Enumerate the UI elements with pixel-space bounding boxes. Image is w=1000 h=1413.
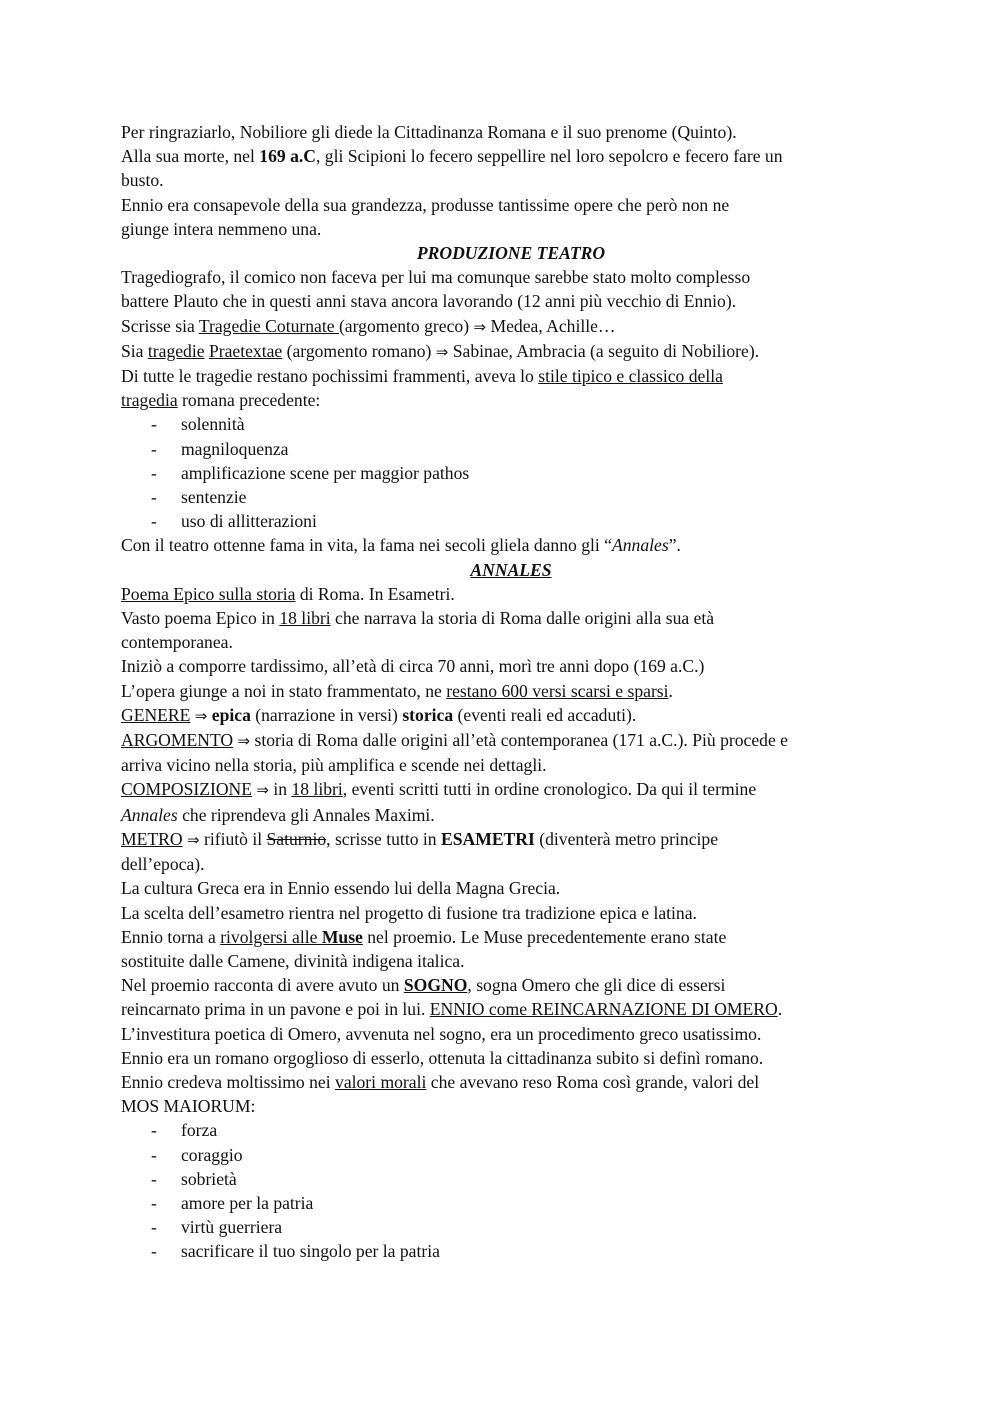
dash-bullet: - bbox=[151, 1120, 157, 1141]
bold-text: Muse bbox=[321, 926, 363, 947]
text-line: Ennio torna a rivolgersi alle Muse nel proemio. Le Muse precedentemente erano state bbox=[121, 926, 727, 947]
text-line: dell’epoca). bbox=[121, 854, 205, 875]
dash-bullet: - bbox=[151, 1217, 157, 1238]
text-line: tragedia romana precedente: bbox=[121, 390, 321, 411]
text-line: Ennio era un romano orgoglioso di esserlo, ottenuta la cittadinanza subito si definì romano. bbox=[121, 1047, 764, 1068]
text-line: giunge intera nemmeno una. bbox=[121, 218, 322, 239]
dash-bullet: - bbox=[151, 1144, 157, 1165]
text-line: Alla sua morte, nel 169 a.C, gli Scipioni lo fecero seppellire nel loro sepolcro e fecero fare un bbox=[121, 146, 783, 167]
dash-bullet: - bbox=[151, 462, 157, 483]
arrow-icon: ⇒ bbox=[435, 342, 449, 361]
arrow-icon: ⇒ bbox=[256, 781, 269, 800]
text-line: busto. bbox=[121, 170, 164, 191]
text-line: GENERE ⇒ epica (narrazione in versi) storica (eventi reali ed accaduti). bbox=[121, 704, 637, 725]
text-line: Iniziò a comporre tardissimo, all’età di circa 70 anni, morì tre anni dopo (169 a.C.) bbox=[121, 656, 705, 677]
text-line: Con il teatro ottenne fama in vita, la fama nei secoli gliela danno gli “Annales”. bbox=[121, 535, 681, 556]
underlined-text: valori morali bbox=[335, 1071, 427, 1092]
text-line: La scelta dell’esametro rientra nel progetto di fusione tra tradizione epica e latina. bbox=[121, 902, 697, 923]
section-heading-annales: ANNALES bbox=[470, 559, 552, 580]
underlined-text: tragedia bbox=[121, 390, 178, 411]
text-line: Nel proemio racconta di avere avuto un SOGNO, sogna Omero che gli dice di essersi bbox=[121, 975, 726, 996]
bold-text: 169 a.C bbox=[259, 146, 316, 167]
text-line: L’investitura poetica di Omero, avvenuta nel sogno, era un procedimento greco usatissimo. bbox=[121, 1023, 762, 1044]
dash-bullet: - bbox=[151, 1192, 157, 1213]
dash-bullet: - bbox=[151, 511, 157, 532]
text-line: L’opera giunge a noi in stato frammentato, ne restano 600 versi scarsi e sparsi. bbox=[121, 680, 673, 701]
bold-text: ESAMETRI bbox=[440, 828, 535, 849]
bold-text: epica bbox=[211, 704, 251, 725]
text-line: ARGOMENTO ⇒ storia di Roma dalle origini all’età contemporanea (171 a.C.). Più procede e bbox=[121, 730, 788, 751]
dash-bullet: - bbox=[151, 414, 157, 435]
text-line: METRO ⇒ rifiutò il Saturnio, scrisse tutto in ESAMETRI (diventerà metro principe bbox=[121, 828, 719, 849]
underlined-text: 18 libri bbox=[279, 608, 331, 629]
text-line: Per ringraziarlo, Nobiliore gli diede la Cittadinanza Romana e il suo prenome (Quinto). bbox=[121, 122, 737, 142]
italic-text: Annales bbox=[612, 535, 669, 556]
text-line: La cultura Greca era in Ennio essendo lui della Magna Grecia. bbox=[121, 878, 561, 899]
list-item: - forza bbox=[121, 1118, 901, 1142]
text-line: MOS MAIORUM: bbox=[121, 1096, 256, 1117]
list-item: - magniloquenza bbox=[121, 437, 901, 461]
label-genere: GENERE bbox=[121, 704, 191, 725]
text-line: COMPOSIZIONE ⇒ in 18 libri, eventi scritti tutti in ordine cronologico. Da qui il termine bbox=[121, 779, 757, 800]
list-item: - solennità bbox=[121, 412, 901, 436]
underlined-text: Praetextae bbox=[208, 340, 283, 361]
list-item: - sentenzie bbox=[121, 485, 901, 509]
dash-bullet: - bbox=[151, 1241, 157, 1262]
text-line: Vasto poema Epico in 18 libri che narrava la storia di Roma dalle origini alla sua età bbox=[121, 608, 715, 629]
underlined-text: ENNIO come REINCARNAZIONE DI OMERO bbox=[429, 999, 778, 1020]
underlined-text: rivolgersi alle Muse bbox=[220, 926, 363, 947]
text-line: Ennio era consapevole della sua grandezza, produsse tantissime opere che però non ne bbox=[121, 194, 730, 215]
list-item: - sacrificare il tuo singolo per la patria bbox=[121, 1239, 901, 1263]
list-item: - uso di allitterazioni bbox=[121, 509, 901, 533]
arrow-icon: ⇒ bbox=[237, 732, 251, 751]
label-composizione: COMPOSIZIONE bbox=[121, 779, 252, 800]
text-line: Annales che riprendeva gli Annales Maximi. bbox=[121, 804, 435, 825]
underlined-text: tragedie bbox=[147, 340, 205, 361]
text-line: Poema Epico sulla storia di Roma. In Esametri. bbox=[121, 583, 455, 604]
list-item: - sobrietà bbox=[121, 1167, 901, 1191]
text-line: contemporanea. bbox=[121, 632, 233, 653]
text-line: Tragediografo, il comico non faceva per lui ma comunque sarebbe stato molto complesso bbox=[121, 267, 751, 288]
text-line: Di tutte le tragedie restano pochissimi frammenti, aveva lo stile tipico e classico della bbox=[121, 366, 723, 387]
list-item: - virtù guerriera bbox=[121, 1215, 901, 1239]
dash-bullet: - bbox=[151, 438, 157, 459]
text-line: arriva vicino nella storia, più amplifica e scende nei dettagli. bbox=[121, 755, 547, 776]
text-line: sostituite dalle Camene, divinità indigena italica. bbox=[121, 950, 465, 971]
bold-underlined-text: SOGNO bbox=[403, 975, 468, 996]
arrow-icon: ⇒ bbox=[473, 317, 487, 336]
label-argomento: ARGOMENTO bbox=[121, 730, 234, 751]
strikethrough-text: Saturnio bbox=[266, 828, 327, 849]
text-line: Sia tragedie Praetextae (argomento romano) ⇒ Sabinae, Ambracia (a seguito di Nobiliore). bbox=[121, 340, 760, 361]
arrow-icon: ⇒ bbox=[186, 830, 200, 849]
underlined-text: Poema Epico sulla storia bbox=[121, 583, 296, 604]
text-line: reincarnato prima in un pavone e poi in lui. ENNIO come REINCARNAZIONE DI OMERO. bbox=[121, 999, 783, 1020]
underlined-text: 18 libri bbox=[291, 779, 343, 800]
document-page bbox=[121, 120, 901, 1264]
dash-bullet: - bbox=[151, 487, 157, 508]
underlined-text: stile tipico e classico della bbox=[538, 366, 723, 387]
underlined-text: Tragedie Coturnate bbox=[198, 315, 339, 336]
arrow-icon: ⇒ bbox=[194, 706, 208, 725]
underlined-text: restano 600 versi scarsi e sparsi bbox=[446, 680, 669, 701]
label-metro: METRO bbox=[121, 828, 183, 849]
dash-bullet: - bbox=[151, 1168, 157, 1189]
text-line: Ennio credeva moltissimo nei valori morali che avevano reso Roma così grande, valori del bbox=[121, 1071, 760, 1092]
list-item: - coraggio bbox=[121, 1143, 901, 1167]
italic-text: Annales bbox=[121, 804, 178, 825]
text-line: Scrisse sia Tragedie Coturnate (argomento greco) ⇒ Medea, Achille… bbox=[121, 315, 616, 336]
list-item: - amplificazione scene per maggior pathos bbox=[121, 461, 901, 485]
text-line: battere Plauto che in questi anni stava ancora lavorando (12 anni più vecchio di Ennio). bbox=[121, 291, 737, 312]
bold-text: storica bbox=[402, 704, 454, 725]
section-heading-teatro: PRODUZIONE TEATRO bbox=[416, 243, 606, 264]
list-item: - amore per la patria bbox=[121, 1191, 901, 1215]
